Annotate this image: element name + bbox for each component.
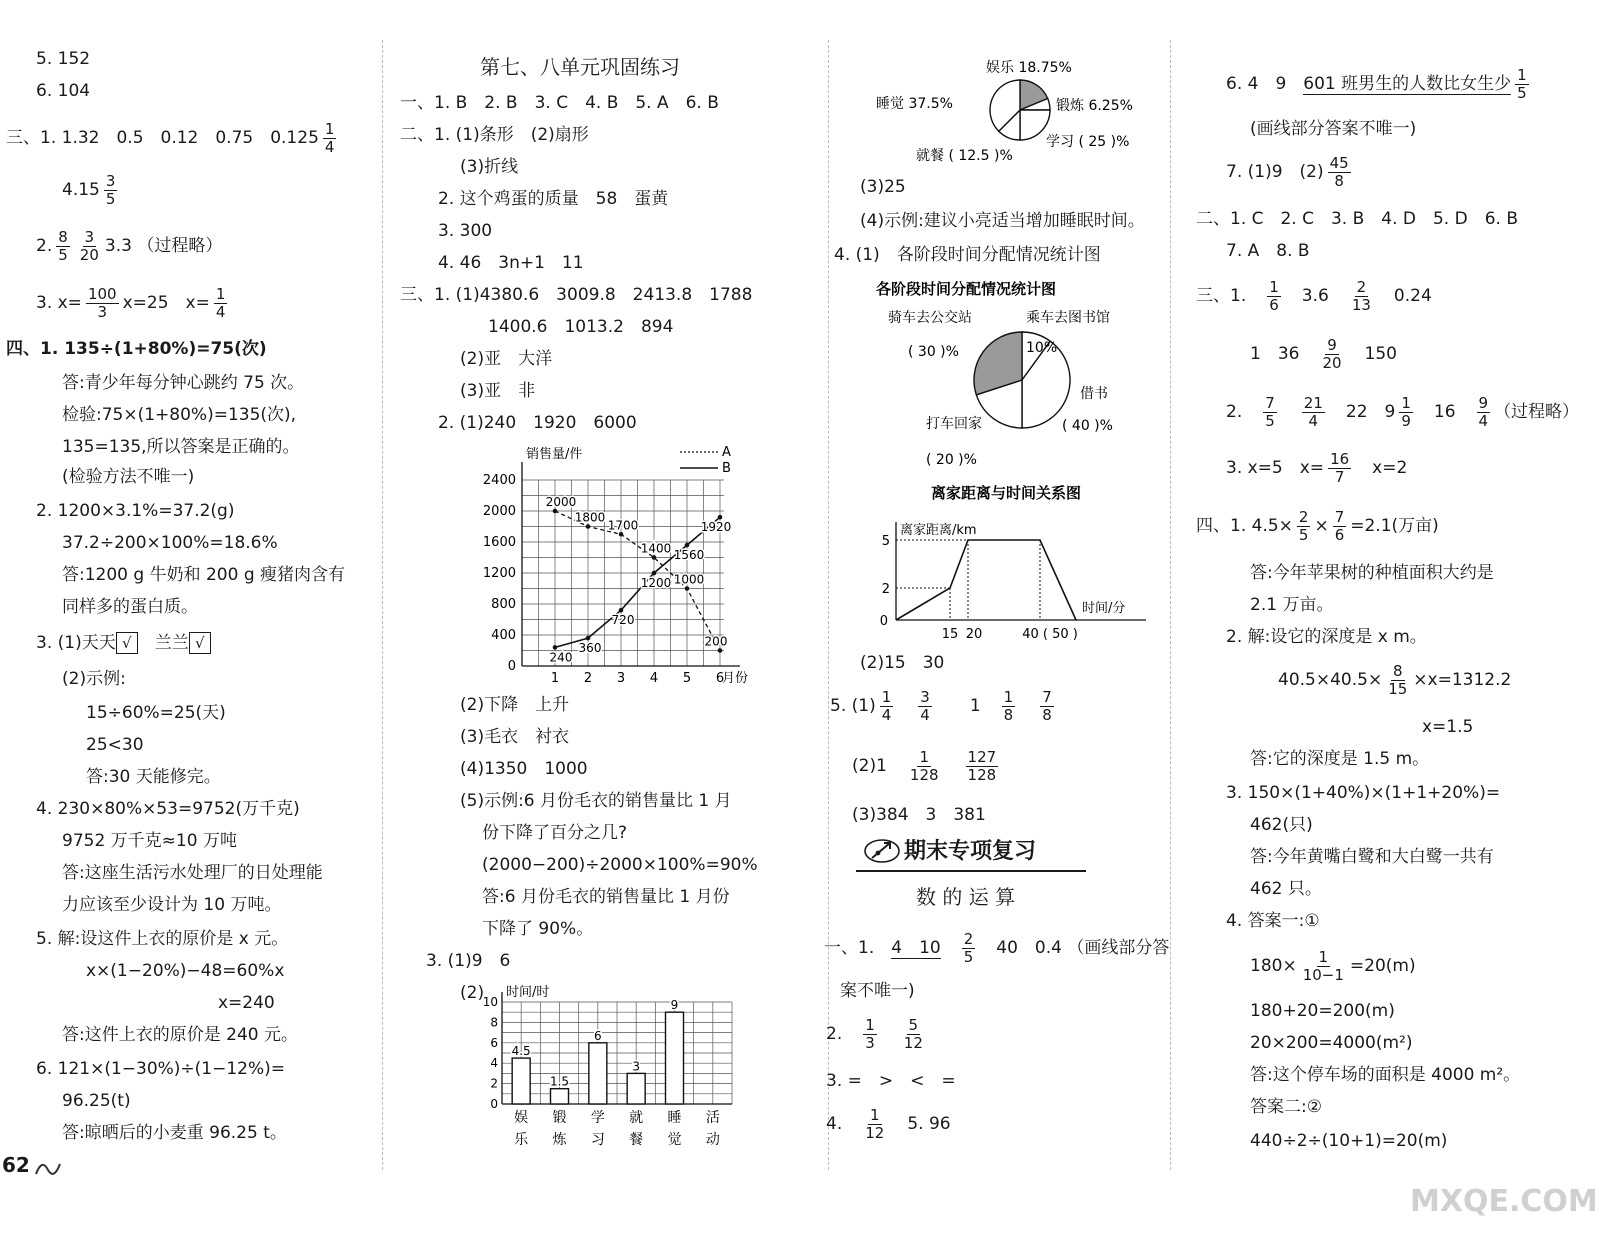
bar [627,1073,645,1104]
data-label: 1560 [673,548,705,563]
y-tick-label: 4 [490,1056,498,1071]
x-tick-label: 学 [590,1110,605,1126]
answer-line: 2. 解:设它的深度是 x m。 [1226,627,1427,647]
data-label: 1800 [574,510,606,525]
answer-line: 二、1. C 2. C 3. B 4. D 5. D 6. B [1196,209,1518,229]
answer-line: (3)384 3 381 [852,805,986,825]
answer-line: 462 只。 [1250,879,1322,899]
answer-line: 1400.6 1013.2 894 [488,317,674,337]
answer-line: 答:今年苹果树的种植面积大约是 [1250,563,1494,583]
x-tick-label: 活 [705,1110,720,1126]
answer-line: 3. = > < = [826,1071,956,1091]
slice-label: 锻炼 6.25% [1056,98,1133,114]
answer-line: 135=135,所以答案是正确的。 [62,437,300,457]
chart-title: 各阶段时间分配情况统计图 [875,280,1057,298]
answer-line: 5. (1) $\frac{1}{4}$ $\frac{3}{4}$ 1 $\frac{1}{8}$ $\frac{7}{8}$ [830,687,1052,724]
answer-line: (检验方法不唯一) [62,467,195,487]
answer-line: 力应该至少设计为 10 万吨。 [62,895,282,915]
answer-line: (2)15 30 [860,653,945,673]
legend-label-a: A [722,445,731,460]
answer-line: 7. (1)9 (2) $\frac{45}{8}$ [1226,153,1349,190]
y-tick-label: 800 [491,597,516,612]
data-label: 2000 [545,495,577,509]
y-tick-label: 6 [490,1035,498,1050]
bar [551,1089,569,1104]
y-tick-label: 2400 [482,473,516,488]
x-tick-label: 觉 [667,1132,682,1148]
answer-line: 96.25(t) [62,1091,131,1111]
bar [666,1012,684,1104]
answer-line: 15÷60%=25(天) [86,703,226,723]
data-point [619,532,624,537]
answer-line: 同样多的蛋白质。 [62,597,198,617]
answer-line: 6. 4 9 601 班男生的人数比女生少 $\frac{1}{5}$ [1226,65,1527,102]
y-tick-label: 0 [507,659,516,674]
distance-time-chart [846,480,1156,644]
answer-line: 2. 这个鸡蛋的质量 58 蛋黄 [438,189,669,209]
answer-line: 答:这座生活污水处理厂的日处理能 [62,863,323,883]
data-point [685,543,690,548]
answer-line: (4)1350 1000 [460,759,588,779]
answer-line: (5)示例:6 月份毛衣的销售量比 1 月 [460,791,732,811]
answer-line: 三、1. $\frac{1}{6}$ 3.6 $\frac{2}{13}$ 0.24 [1196,277,1432,314]
slice-label: 乘车去图书馆 [1026,310,1110,326]
answer-line: (2)示例: [62,669,126,689]
answer-line: 25<30 [86,735,144,755]
x-axis-label: 时间/分 [1082,601,1126,616]
answer-line: 三、1. (1)4380.6 3009.8 2413.8 1788 [400,285,753,305]
bar-value-label: 6 [594,1028,602,1043]
bar-value-label: 3 [632,1059,640,1074]
answer-line: x=240 [218,993,275,1013]
slice-label: 睡觉 37.5% [876,96,953,112]
answer-line: (画线部分答案不唯一) [1250,119,1417,139]
y-axis-label: 销售量/件 [526,447,583,462]
answer-line: 一、1. B 2. B 3. C 4. B 5. A 6. B [400,93,719,113]
x-tick-label: 40 ( 50 ) [1022,627,1078,642]
answer-line: 180× $\frac{1}{10-1}$ =20(m) [1250,947,1416,984]
check-box: √ [189,632,211,654]
check-box: √ [116,632,138,654]
slice-percent: 10% [1026,340,1058,356]
answer-line: x×(1−20%)−48=60%x [86,961,285,981]
answer-line: 答:这个停车场的面积是 4000 m²。 [1250,1065,1521,1085]
y-tick-label: 0 [490,1097,498,1111]
chart-title: 离家距离与时间关系图 [930,484,1082,502]
answer-line: (4)示例:建议小亮适当增加睡眠时间。 [860,211,1145,231]
x-tick-label: 20 [965,627,983,642]
x-tick-label: 2 [583,671,593,686]
data-label: 360 [578,641,602,656]
bar-value-label: 1.5 [549,1074,570,1089]
data-point [586,636,591,641]
page-ornament-icon [34,1154,62,1180]
fraction: $\frac{3}{5}$ [105,171,116,208]
data-point [553,509,558,514]
data-point [718,648,723,653]
data-point [586,524,591,529]
answer-line: 答:1200 g 牛奶和 200 g 瘦猪肉含有 [62,565,346,585]
answer-line: 四、1. 135÷(1+80%)=75(次) [6,339,267,359]
slice-label: 学习 ( 25 )% [1046,134,1130,150]
answer-line: 3. (1)天天 √ 兰兰 √ [36,632,211,654]
answer-line: (3)亚 非 [460,381,536,401]
slice-label: 骑车去公交站 [888,310,972,326]
answer-line: 5. 152 [36,49,91,69]
answer-line: 答:它的深度是 1.5 m。 [1250,749,1430,769]
answer-line: 三、1. 1.32 0.5 0.12 0.75 0.125 $\frac{1}{4}$ [6,119,335,156]
x-tick-label: 6 [715,671,725,686]
fraction: $\frac{1}{4}$ [324,119,335,156]
sales-line-chart [462,440,752,690]
column-3 [824,0,1170,1234]
banner-underline [856,870,1086,872]
x-tick-label: 就 [629,1110,644,1126]
x-tick-label: 3 [616,671,626,686]
y-axis-label: 离家距离/km [900,523,977,538]
section-banner: 期末专项复习 [904,839,1037,864]
answer-line: 份下降了百分之几? [482,823,628,843]
data-point [652,555,657,560]
data-label: 1700 [607,518,639,533]
stage-pie-chart [856,272,1156,472]
answer-line: 4. 46 3n+1 11 [438,253,584,273]
answer-line: 2. 1200×3.1%=37.2(g) [36,501,235,521]
y-axis-label: 时间/时 [506,985,550,1000]
answer-line: 四、1. 4.5× $\frac{2}{5}$ × $\frac{7}{6}$ =2.1(万亩) [1196,507,1439,544]
bar [589,1043,607,1104]
x-tick-label: 锻 [552,1110,567,1126]
answer-line: (2000−200)÷2000×100%=90% [482,855,758,875]
answer-line: 答:6 月份毛衣的销售量比 1 月份 [482,887,730,907]
data-label: 1000 [673,572,705,587]
x-tick-label: 乐 [514,1132,529,1148]
data-label: 1400 [640,541,672,556]
answer-line: 一、1. 4 10 $\frac{2}{5}$ 40 0.4 （画线部分答 [824,929,1170,966]
answer-line: 40.5×40.5× $\frac{8}{15}$ ×x=1312.2 [1278,661,1512,698]
data-label: 1920 [700,520,732,535]
page-number: 62 [2,1153,30,1177]
x-tick-label: 习 [590,1132,605,1148]
answer-line: 4. 答案一:① [1226,911,1320,931]
answer-line: 答:今年黄嘴白鹭和大白鹭一共有 [1250,847,1494,867]
column-1 [0,0,380,1234]
answer-line: 3. 150×(1+40%)×(1+1+20%)= [1226,783,1501,803]
answer-line: 二、1. (1)条形 (2)扇形 [400,125,589,145]
x-tick-label: 0 [879,614,888,629]
section-title: 第七、八单元巩固练习 [480,55,680,79]
x-tick-label: 1 [550,671,560,686]
slice-percent: ( 20 )% [926,452,977,468]
x-axis-label: 月份 [722,671,749,686]
answer-line: (2)1 $\frac{1}{128}$ $\frac{127}{128}$ [852,747,997,784]
answer-line: 下降了 90%。 [482,919,594,939]
answer-line: 462(只) [1250,815,1313,835]
answer-line: 2. $\frac{1}{3}$ $\frac{5}{12}$ [826,1015,923,1052]
slice-label: 就餐 ( 12.5 )% [916,148,1013,164]
answer-line: (3)折线 [460,157,519,177]
answer-line: 3. (1)9 6 [426,951,511,971]
answer-line: 440÷2÷(10+1)=20(m) [1250,1131,1448,1151]
answer-line: 3. x= $\frac{100}{3}$ x=25 x= $\frac{1}{4}$ [36,284,226,321]
x-tick-label: 5 [682,671,692,686]
answer-line: 答:这件上衣的原价是 240 元。 [62,1025,298,1045]
answer-line: (3)毛衣 衬衣 [460,727,570,747]
data-label: 240 [549,650,573,665]
slice-percent: ( 30 )% [908,344,959,360]
time-bar-chart [462,980,752,1150]
answer-line: 7. A 8. B [1226,241,1310,261]
y-tick-label: 2 [490,1076,498,1091]
answer-line: x=1.5 [1422,717,1474,737]
answer-line: (2) [460,983,485,1003]
x-tick-label: 炼 [552,1132,567,1148]
column-2 [392,0,822,1234]
data-point [553,645,558,650]
answer-line: 答:晾晒后的小麦重 96.25 t。 [62,1123,287,1143]
y-tick-label: 5 [881,534,890,549]
data-label: 720 [611,613,635,628]
answer-line: 1 36 $\frac{9}{20}$ 150 [1250,335,1397,372]
answer-line: 4.15 $\frac{3}{5}$ [62,171,116,208]
rocket-icon [862,834,902,868]
data-label: 1200 [640,576,672,590]
x-tick-label: 睡 [667,1110,682,1126]
answer-line: 2. $\frac{7}{5}$ $\frac{21}{4}$ 22 9 $\frac{1}{9}$ 16 $\frac{9}{4}$ （过程略） [1226,393,1580,430]
bar-value-label: 4.5 [511,1044,531,1059]
answer-line: 20×200=4000(m²) [1250,1033,1413,1053]
data-point [718,515,723,520]
answer-line: 37.2÷200×100%=18.6% [62,533,278,553]
answer-line: 3. 300 [438,221,493,241]
answer-line: 180+20=200(m) [1250,1001,1395,1021]
data-point [619,608,624,613]
y-tick-label: 2 [881,582,890,597]
slice-label: 娱乐 18.75% [986,60,1072,76]
y-tick-label: 400 [491,628,516,643]
answer-line: 5. 解:设这件上衣的原价是 x 元。 [36,929,289,949]
x-tick-label: 娱 [514,1110,529,1126]
x-tick-label: 餐 [629,1132,644,1148]
column-divider [382,40,383,1170]
answer-line: 6. 121×(1−30%)÷(1−12%)= [36,1059,286,1079]
answer-line: 答案二:② [1250,1097,1322,1117]
answer-line: (2)下降 上升 [460,695,570,715]
bar-value-label: 9 [670,998,679,1013]
data-point [652,571,657,576]
legend-label-b: B [722,461,731,476]
x-tick-label: 15 [941,627,959,642]
answer-line: 6. 104 [36,81,91,101]
column-divider [1170,40,1171,1170]
column-4 [1180,0,1600,1234]
data-point [685,586,690,591]
y-tick-label: 1200 [482,566,516,581]
bar [512,1058,530,1104]
answer-line: (2)亚 大洋 [460,349,553,369]
y-tick-label: 1600 [482,535,516,550]
answer-line: 4. $\frac{1}{12}$ 5. 96 [826,1105,951,1142]
answer-line: 检验:75×(1+80%)=135(次), [62,405,297,425]
answer-line: 4. (1) 各阶段时间分配情况统计图 [834,245,1101,265]
answer-line: 答:30 天能修完。 [86,767,221,787]
section-subtitle: 数 的 运 算 [916,885,1016,909]
answer-line: (3)25 [860,177,906,197]
answer-line: 4. 230×80%×53=9752(万千克) [36,799,300,819]
slice-percent: ( 40 )% [1062,418,1113,434]
distance-line [896,540,1076,620]
answer-line: 9752 万千克≈10 万吨 [62,831,237,851]
y-tick-label: 2000 [482,504,516,519]
x-tick-label: 4 [649,671,659,686]
data-label: 200 [704,634,728,649]
answer-line: 2. (1)240 1920 6000 [438,413,637,433]
answer-line: 2.1 万亩。 [1250,595,1334,615]
column-divider [828,40,829,1170]
y-tick-label: 10 [482,995,498,1009]
y-tick-label: 8 [490,1015,498,1030]
watermark: MXQE.COM [1410,1184,1598,1219]
x-tick-label: 动 [705,1132,720,1148]
slice-label: 借书 [1080,386,1108,402]
activity-pie-chart [866,52,1166,170]
answer-line: 2. $\frac{8}{5}$ $\frac{3}{20}$ 3.3 （过程略） [36,227,223,264]
slice-label: 打车回家 [926,416,982,432]
answer-line: 案不唯一) [840,981,915,1001]
answer-line: 答:青少年每分钟心跳约 75 次。 [62,373,305,393]
answer-line: 3. x=5 x= $\frac{16}{7}$ x=2 [1226,449,1408,486]
